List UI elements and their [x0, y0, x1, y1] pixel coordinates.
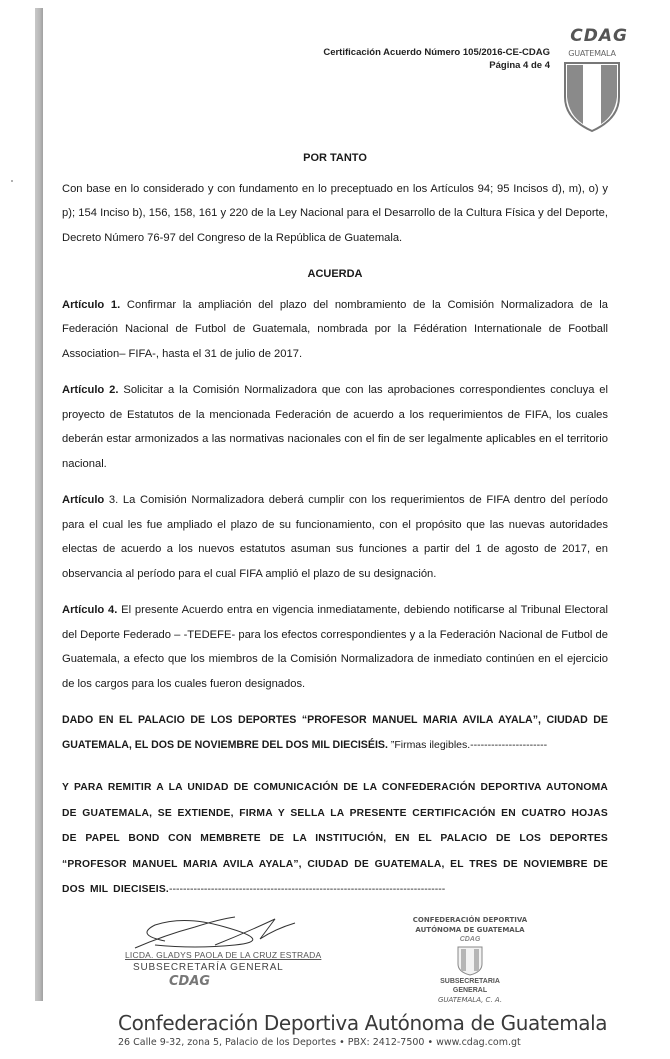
- dado-paragraph: [62, 708, 608, 757]
- footer-org-name: Confederación Deportiva Autónoma de Guatemala: [118, 1010, 608, 1035]
- handwritten-signature-icon: [125, 915, 325, 949]
- stamp-center-line-1: SUBSECRETARIA: [440, 977, 500, 985]
- article-4: [62, 598, 608, 696]
- article-3-text: La Comisión Normalizadora deberá cumplir con los requerimientos de FIFA dentro del período para el cual les fue ampliado el plazo de su funcionamiento, con el propósito que las nuevas autoridades electas de acuerdo a los nuevos estatutos asuman sus funciones a partir del 1 de agosto de 2017, en observancia al período para el cual FIFA amplió el plazo de su designación.: [62, 494, 608, 580]
- cdag-logo: [556, 26, 628, 144]
- document-body: [62, 146, 608, 903]
- stamp-center-line-2: GENERAL: [452, 986, 488, 994]
- dado-text: DADO EN EL PALACIO DE LOS DEPORTES “PROFESOR MANUEL MARIA AVILA AYALA”, CIUDAD DE GUATEMALA, EL DOS DE NOVIEMBRE DEL DOS MIL DIECISÉIS.: [62, 714, 608, 751]
- signatory-title: SUBSECRETARÍA GENERAL: [133, 961, 284, 973]
- article-2-text: Solicitar a la Comisión Normalizadora que con las aprobaciones correspondientes concluya el proyecto de Estatutos de la mencionada Federación de acuerdo a los requerimientos de FIFA, los cuales deberán estar armonizados a las normativas nacionales con el fin de ser legalmente aplicables en el territorio nacional.: [62, 384, 609, 470]
- page-footer: [62, 1011, 628, 1049]
- article-2: [62, 378, 608, 476]
- remitir-text: Y PARA REMITIR A LA UNIDAD DE COMUNICACIÓN DE LA CONFEDERACIÓN DEPORTIVA AUTONOMA DE GUATEMALA, SE EXTIENDE, FIRMA Y SELLA LA PRESENTE CERTIFICACIÓN EN CUATRO HOJAS DE PAPEL BOND CON MEMBRETE DE LA INSTITUCIÓN, EN EL PALACIO DE LOS DEPORTES “PROFESOR MANUEL MARIA AVILA AYALA”, CIUDAD DE GUATEMALA, EL TRES DE NOVIEMBRE DE DOS MIL DIECISEIS.: [62, 782, 608, 895]
- stamp-bottom-text: GUATEMALA, C. A.: [437, 995, 503, 1004]
- remitir-dashes: -------------------------------------------------------------------------------: [168, 883, 446, 895]
- page-indicator: Página 4 de 4: [489, 60, 550, 71]
- logo-country-text: GUATEMALA: [568, 49, 616, 58]
- remitir-paragraph: [62, 775, 608, 903]
- article-4-text: El presente Acuerdo entra en vigencia inmediatamente, debiendo notificarse al Tribunal Electoral del Deporte Federado – -TEDEFE- para los efectos correspondientes y a la Federación Nacional de Futbol de Guatemala, a efecto que los miembros de la Comisión Normalizadora de inmediato continúen en el ejercicio de los cargos para los cuales fueron designados.: [62, 604, 608, 690]
- official-stamp: [395, 915, 545, 1005]
- stamp-brand: CDAG: [459, 935, 481, 943]
- shield-icon: [563, 61, 621, 133]
- logo-brand-text: CDAG: [570, 26, 628, 46]
- certification-reference: Certificación Acuerdo Número 105/2016-CE-CDAG: [323, 47, 550, 58]
- signature-stamp-row: [62, 915, 608, 1005]
- footer-address: 26 Calle 9-32, zona 5, Palacio de los Deportes • PBX: 2412-7500 • www.cdag.com.gt: [118, 1036, 521, 1048]
- article-3-label-number: 3.: [104, 494, 119, 506]
- signature-brand: CDAG: [169, 973, 211, 989]
- dado-suffix: ”Firmas ilegibles.----------------------: [387, 738, 548, 751]
- por-tanto-heading: POR TANTO: [303, 152, 367, 164]
- por-tanto-paragraph: Con base en lo considerado y con fundamento en lo preceptuado en los Artículos 94; 95 Incisos d), m), o) y p); 154 Inciso b), 156, 158, 161 y 220 de la Ley Nacional para el Desarrollo de la Cultura Física y del Deporte, Decreto Número 76-97 del Congreso de la República de Guatemala.: [62, 182, 608, 244]
- page-header: [62, 26, 628, 146]
- article-1: [62, 293, 608, 367]
- signatory-name: LICDA. GLADYS PAOLA DE LA CRUZ ESTRADA: [125, 949, 322, 960]
- article-3-label: Artículo: [62, 494, 105, 506]
- header-text-block: [323, 46, 550, 72]
- article-3: [62, 488, 608, 586]
- stamp-ring-text: CONFEDERACIÓN DEPORTIVA AUTÓNOMA DE GUATEMALA: [412, 915, 528, 934]
- article-2-label: Artículo 2.: [62, 384, 119, 396]
- article-1-text: Confirmar la ampliación del plazo del nombramiento de la Comisión Normalizadora de la Federación Nacional de Futbol de Guatemala, nombrada por la Fédération Internationale de Football Association– FIFA-, hasta el 31 de julio de 2017.: [62, 298, 609, 360]
- signature-block: [125, 915, 365, 990]
- article-4-label: Artículo 4.: [62, 604, 118, 616]
- article-1-label: Artículo 1.: [62, 298, 121, 311]
- acuerda-heading: ACUERDA: [307, 268, 363, 280]
- stamp-seal-icon: [457, 946, 483, 976]
